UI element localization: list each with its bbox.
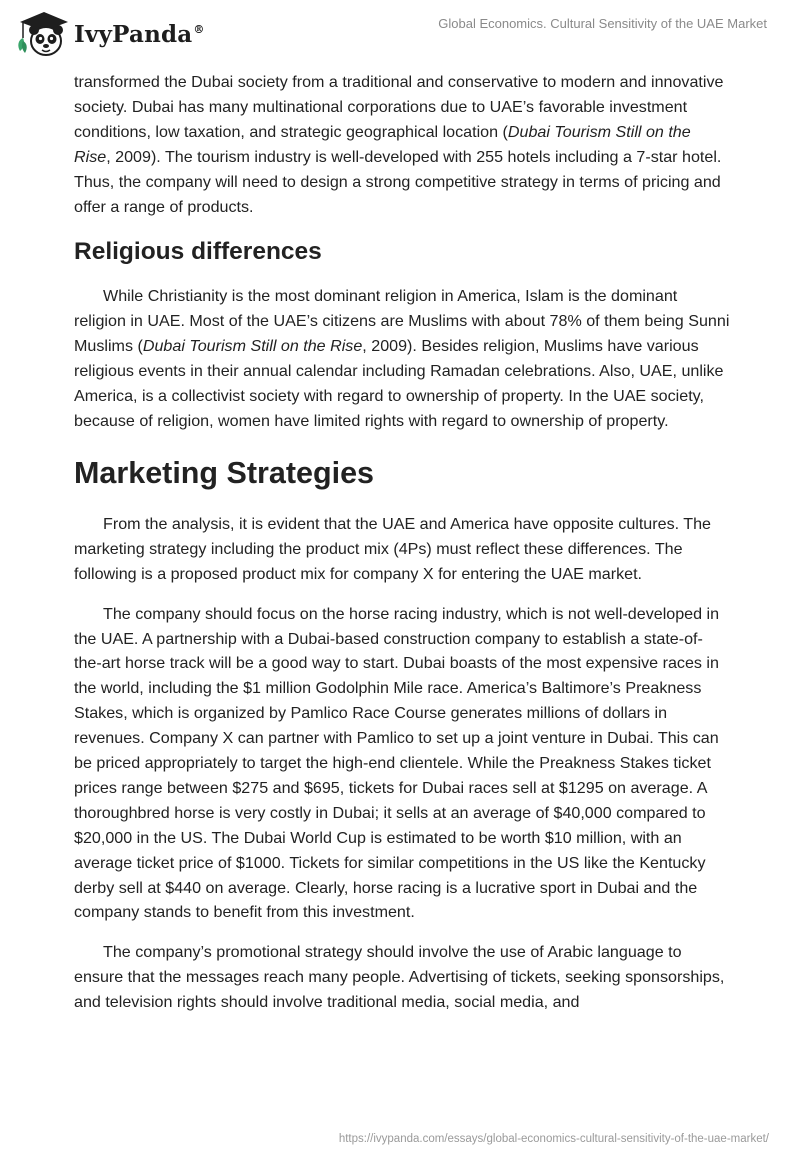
panda-graduate-icon <box>14 8 70 58</box>
citation: Dubai Tourism Still on the Rise <box>74 122 691 166</box>
citation: Dubai Tourism Still on the Rise <box>142 337 363 356</box>
ivypanda-logo[interactable] <box>14 8 205 58</box>
paragraph-religion: While Christianity is the most dominant religion in America, Islam is the dominant religion in UAE. Most of the UAE’s citizens are Muslims with about 78% of them being Sunni Muslims (Dubai Tourism Still on the Rise, 2009). Besides religion, Muslims have various religious events in their annual calendar including Ramadan celebrations. Also, UAE, unlike America, is a collectivist society with regard to ownership of property. In the UAE society, because of religion, women have limited rights with regard to ownership of property. <box>74 287 730 430</box>
section-heading-religious-differences: Religious differences <box>74 238 322 266</box>
page-header <box>0 0 800 64</box>
brand-name: IvyPanda® <box>74 20 205 48</box>
paragraph-analysis: From the analysis, it is evident that the UAE and America have opposite cultures. The marketing strategy including the product mix (4Ps) must reflect these differences. The following is a proposed product mix for company X for entering the UAE market. <box>74 514 712 583</box>
section-heading-marketing-strategies: Marketing Strategies <box>74 455 375 490</box>
source-url[interactable]: https://ivypanda.com/essays/global-economics-cultural-sensitivity-of-the-uae-market/ <box>338 1133 769 1145</box>
registered-mark: ® <box>193 22 205 36</box>
document-title: Global Economics. Cultural Sensitivity of the UAE Market <box>438 16 767 31</box>
essay-body <box>74 70 730 1030</box>
paragraph-horse-racing: The company should focus on the horse racing industry, which is not well-developed in the UAE. A partnership with a Dubai-based construction company to establish a state-of-the-art horse track will be a good way to start. Dubai boasts of the most expensive races in the world, including the $1 million Godolphin Mile race. America’s Baltimore’s Preakness Stakes, which is organized by Pamlico Race Course generates millions of dollars in revenues. Company X can partner with Pamlico to set up a joint venture in Dubai. This can be priced appropriately to target the high-end clientele. While the Preakness Stakes ticket prices range between $275 and $695, tickets for Dubai races sell at $1295 on average. A thoroughbred horse is very costly in Dubai; it sells at an average of $40,000 compared to $20,000 in the US. The Dubai World Cup is estimated to be worth $10 million, with an average ticket price of $1000. Tickets for similar competitions in the US like the Kentucky derby sell at $440 on average. Clearly, horse racing is a lucrative sport in Dubai and the company stands to benefit from this investment. <box>74 604 720 922</box>
paragraph-intro-continuation: transformed the Dubai society from a traditional and conservative to modern and innovative society. Dubai has many multinational corporations due to UAE’s favorable investment conditions, low taxation, and strategic geographical location (Dubai Tourism Still on the Rise, 2009). The tourism industry is well-developed with 255 hotels including a 7-star hotel. Thus, the company will need to design a strong competitive strategy in terms of pricing and offer a range of products. <box>74 73 724 216</box>
paragraph-promotion: The company’s promotional strategy should involve the use of Arabic language to ensure that the messages reach many people. Advertising of tickets, seeking sponsorships, and television rights should involve traditional media, social media, and <box>74 943 725 1012</box>
